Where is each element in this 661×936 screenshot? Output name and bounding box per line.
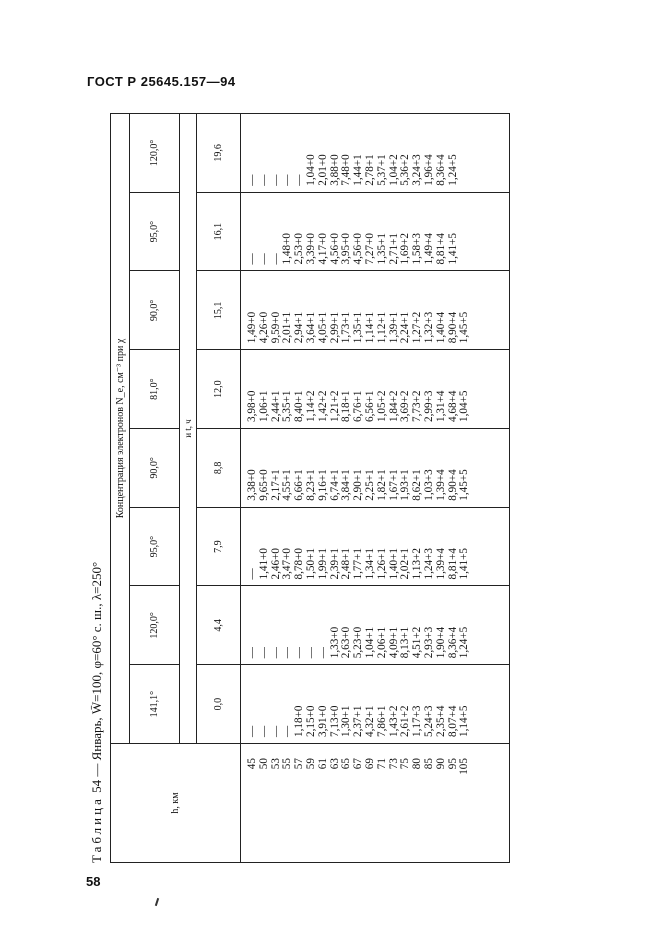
table-cell-value: — xyxy=(246,647,258,659)
table-cell-value: 4,55+1 xyxy=(281,469,294,501)
table-cell-value: 3,98+0 xyxy=(246,390,258,422)
table-cell-value: 57 xyxy=(293,758,306,770)
table-cell-value: 4,56+0 xyxy=(352,233,365,265)
table-cell-value: 2,02+1 xyxy=(399,548,412,580)
table-cell-value: 2,53+0 xyxy=(293,233,306,265)
table-cell-value: 4,05+1 xyxy=(316,311,329,344)
time-cell: 12,0 xyxy=(197,350,241,429)
column-cell xyxy=(241,192,510,271)
table-cell-value: 1,93+1 xyxy=(399,469,412,501)
table-cell-value: — xyxy=(246,725,258,737)
table-cell-value: 1,58+3 xyxy=(411,233,424,265)
table-body-row xyxy=(241,114,510,863)
table-cell-value: 1,27+2 xyxy=(411,311,424,344)
table-cell-value: 1,21+2 xyxy=(328,390,341,422)
table-cell-value: 1,41+0 xyxy=(257,548,270,580)
value-list xyxy=(241,114,471,192)
table-cell-value: 2,99+1 xyxy=(328,311,341,344)
table-cell-value: 1,04+1 xyxy=(363,626,376,659)
table-cell-value: 2,44+1 xyxy=(269,390,282,422)
table-cell-value: — xyxy=(316,647,329,659)
chi-cell: 141,1° xyxy=(130,665,180,744)
table-cell-value: 1,04+5 xyxy=(458,390,471,422)
table-cell-value: 5,37+1 xyxy=(375,154,388,186)
table-cell-value: 8,07+4 xyxy=(446,705,459,737)
h-values-cell xyxy=(241,744,510,863)
table-cell-value: 1,14+2 xyxy=(304,390,317,422)
table-cell-value: 6,66+1 xyxy=(293,469,306,501)
table-cell-value: — xyxy=(293,174,306,186)
table-cell-value: 2,06+1 xyxy=(375,626,388,659)
table-cell-value: 2,71+1 xyxy=(387,233,400,265)
time-cell: 8,8 xyxy=(197,429,241,508)
table-cell-value: 3,69+2 xyxy=(399,390,412,422)
table-cell-value: 1,24+3 xyxy=(422,548,435,580)
chi-cell: 120,0° xyxy=(130,586,180,665)
table-cell-value: — xyxy=(257,253,270,265)
table-cell-value: 2,93+3 xyxy=(422,626,435,659)
table-cell-value: 1,49+0 xyxy=(246,311,258,344)
time-cell: 15,1 xyxy=(197,271,241,350)
table-cell-value: 2,90+1 xyxy=(352,469,365,501)
chi-cell: 90,0° xyxy=(130,271,180,350)
table-cell-value: 69 xyxy=(363,758,376,770)
page-number: 58 xyxy=(86,874,101,889)
table-cell-value: 1,45+5 xyxy=(458,469,471,501)
table-cell-value: — xyxy=(281,174,294,186)
table-cell-value: 2,01+1 xyxy=(281,311,294,344)
table-cell-value: 2,39+1 xyxy=(328,548,341,580)
table-cell-value: — xyxy=(281,647,294,659)
table-cell-value: 50 xyxy=(257,758,270,770)
table-cell-value: — xyxy=(246,253,258,265)
table-cell-value: 1,26+1 xyxy=(375,548,388,580)
table-cell-value: 1,67+1 xyxy=(387,469,400,501)
table-cell-value: 3,84+1 xyxy=(340,469,353,501)
table-cell-value: 90 xyxy=(434,758,447,770)
electron-density-table xyxy=(110,113,510,863)
value-list xyxy=(241,665,471,743)
table-cell-value: 80 xyxy=(411,758,424,770)
table-cell-value: 3,95+0 xyxy=(340,233,353,265)
value-list xyxy=(241,272,471,350)
table-cell-value: 1,84+2 xyxy=(387,390,400,422)
table-cell-value: 1,35+1 xyxy=(352,311,365,344)
caption-text: 54 — Январь, W̄=100, φ=60° с. ш., λ=250° xyxy=(89,561,104,793)
table-cell-value: — xyxy=(257,725,270,737)
table-cell-value: 1,06+1 xyxy=(257,390,270,422)
table-cell-value: 85 xyxy=(422,758,435,770)
table-cell-value: 1,96+4 xyxy=(422,154,435,186)
chi-cell: 95,0° xyxy=(130,192,180,271)
table-cell-value: 3,38+0 xyxy=(246,469,258,501)
h-values-list xyxy=(241,744,471,862)
table-cell-value: 4,09+1 xyxy=(387,626,400,659)
table-cell-value: 2,37+1 xyxy=(352,705,365,737)
table-cell-value: 2,61+2 xyxy=(399,705,412,737)
table-cell-value: — xyxy=(257,174,270,186)
table-cell-value: 7,73+2 xyxy=(411,390,424,422)
table-cell-value: 2,78+1 xyxy=(363,154,376,186)
table-cell-value: 1,39+4 xyxy=(434,469,447,501)
value-list xyxy=(241,193,471,271)
chi-cell: 120,0° xyxy=(130,114,180,193)
table-cell-value: 8,36+4 xyxy=(446,626,459,659)
table-cell-value: 5,24+3 xyxy=(422,705,435,737)
table-cell-value: 8,81+4 xyxy=(434,233,447,265)
table-cell-value: 2,17+1 xyxy=(269,469,282,501)
table-cell-value: 8,81+4 xyxy=(446,548,459,580)
table-cell-value: 1,31+4 xyxy=(434,390,447,422)
table-cell-value: 2,25+1 xyxy=(363,469,376,501)
table-cell-value: 1,04+2 xyxy=(387,154,400,186)
table-cell-value: 55 xyxy=(281,758,294,770)
table-cell-value: 4,51+2 xyxy=(411,626,424,659)
table-cell-value: 6,76+1 xyxy=(352,390,365,422)
table-cell-value: — xyxy=(246,568,258,580)
table-cell-value: 2,01+0 xyxy=(316,154,329,186)
table-cell-value: 7,27+0 xyxy=(363,233,376,265)
table-cell-value: 1,39+4 xyxy=(434,548,447,580)
table-cell-value: 1,33+0 xyxy=(328,626,341,659)
table-cell-value: 6,74+1 xyxy=(328,469,341,501)
table-cell-value: 1,41+5 xyxy=(446,233,459,265)
table-cell-value: 1,73+1 xyxy=(340,311,353,344)
table-cell-value: 7,86+1 xyxy=(375,705,388,737)
table-cell-value: 1,13+2 xyxy=(411,548,424,580)
chi-cell: 90,0° xyxy=(130,429,180,508)
table-cell-value: 1,05+2 xyxy=(375,390,388,422)
table-cell-value: 1,49+4 xyxy=(422,233,435,265)
table-cell-value: 2,48+1 xyxy=(340,548,353,580)
table-cell-value: 1,45+5 xyxy=(458,311,471,344)
table-cell-value: 8,13+1 xyxy=(399,626,412,659)
table-cell-value: 1,24+5 xyxy=(446,154,459,186)
table-cell-value: 1,03+3 xyxy=(422,469,435,501)
table-cell-value: — xyxy=(269,174,282,186)
table-caption xyxy=(86,113,108,863)
column-cell xyxy=(241,429,510,508)
table-cell-value: 4,32+1 xyxy=(363,705,376,737)
table-cell-value: 1,69+2 xyxy=(399,233,412,265)
table-cell-value: 1,42+2 xyxy=(316,390,329,422)
table-cell-value: 4,68+4 xyxy=(446,390,459,422)
column-cell xyxy=(241,114,510,193)
table-cell-value: 8,90+4 xyxy=(446,469,459,501)
table-cell-value: 7,48+0 xyxy=(340,154,353,186)
table-cell-value xyxy=(459,193,471,271)
table-cell-value: 8,40+1 xyxy=(293,390,306,422)
table-cell-value: 6,56+1 xyxy=(363,390,376,422)
table-cell-value: 75 xyxy=(399,758,412,770)
table-cell-value: 65 xyxy=(340,758,353,770)
table-cell-value: 1,18+0 xyxy=(293,705,306,737)
rotated-table-block xyxy=(86,113,513,863)
table-cell-value: 3,64+1 xyxy=(304,311,317,344)
table-cell-value: 3,47+0 xyxy=(281,548,294,580)
table-cell-value: 1,40+1 xyxy=(387,548,400,580)
table-cell-value: 73 xyxy=(387,758,400,770)
table-cell-value: 1,40+4 xyxy=(434,311,447,344)
table-cell-value: 2,99+3 xyxy=(422,390,435,422)
table-cell-value: 9,65+0 xyxy=(257,469,270,501)
time-cell: 7,9 xyxy=(197,507,241,586)
table-cell-value: 1,14+1 xyxy=(363,311,376,344)
table-cell-value: 2,35+4 xyxy=(434,705,447,737)
column-cell xyxy=(241,507,510,586)
table-cell-value: 1,34+1 xyxy=(363,548,376,580)
table-cell-value: 1,44+1 xyxy=(352,154,365,186)
table-cell-value: 1,30+1 xyxy=(340,705,353,737)
table-cell-value: — xyxy=(269,725,282,737)
table-cell-value: 1,43+2 xyxy=(387,705,400,737)
chi-cell: 95,0° xyxy=(130,507,180,586)
table-cell-value: 2,63+0 xyxy=(340,626,353,659)
table-cell-value: 4,56+0 xyxy=(328,233,341,265)
table-cell-value: 95 xyxy=(446,758,459,770)
table-cell-value: 4,26+0 xyxy=(257,311,270,344)
table-cell-value: 1,24+5 xyxy=(458,626,471,659)
table-cell-value: 5,35+1 xyxy=(281,390,294,422)
table-cell-value: 2,46+0 xyxy=(269,548,282,580)
chi-cell: 81,0° xyxy=(130,350,180,429)
column-cell xyxy=(241,665,510,744)
table-cell-value: 1,04+0 xyxy=(304,154,317,186)
table-cell-value: 61 xyxy=(316,758,329,770)
time-cell: 4,4 xyxy=(197,586,241,665)
table-cell-value: 1,99+1 xyxy=(316,548,329,580)
table-cell-value: 4,17+0 xyxy=(316,233,329,265)
table-cell-value: 3,24+3 xyxy=(411,154,424,186)
table-cell-value: 45 xyxy=(246,758,258,770)
table-cell-value: 63 xyxy=(328,758,341,770)
table-cell-value: 53 xyxy=(269,758,282,770)
table-cell-value: 1,17+3 xyxy=(411,705,424,737)
time-cell: 0,0 xyxy=(197,665,241,744)
table-cell-value: 1,90+4 xyxy=(434,626,447,659)
table-cell-value: 1,12+1 xyxy=(375,311,388,344)
table-cell-value: 71 xyxy=(375,758,388,770)
table-cell-value: 8,62+1 xyxy=(411,469,424,501)
table-cell-value: 1,77+1 xyxy=(352,548,365,580)
table-cell-value: 2,24+1 xyxy=(399,311,412,344)
table-cell-value: 3,91+0 xyxy=(316,705,329,737)
table-cell-value: 3,88+0 xyxy=(328,154,341,186)
table-cell-value: — xyxy=(304,647,317,659)
time-cell: 16,1 xyxy=(197,192,241,271)
caption-label: Таблица xyxy=(89,796,104,863)
table-cell-value: 9,59+0 xyxy=(269,311,282,344)
concentration-group-header: Концентрация электронов N_e, см⁻³ при χ xyxy=(111,114,130,744)
column-cell xyxy=(241,271,510,350)
table-cell-value: 1,32+3 xyxy=(422,311,435,344)
table-cell-value: 1,82+1 xyxy=(375,469,388,501)
table-cell-value: 5,36+2 xyxy=(399,154,412,186)
stray-pen-mark xyxy=(155,898,159,906)
table-cell-value: 67 xyxy=(352,758,365,770)
document-header: ГОСТ Р 25645.157—94 xyxy=(87,74,236,89)
column-cell xyxy=(241,586,510,665)
table-cell-value: 5,23+0 xyxy=(352,626,365,659)
h-column-header: h, км xyxy=(111,744,241,863)
table-cell-value: 1,50+1 xyxy=(304,548,317,580)
table-cell-value: 2,15+0 xyxy=(304,705,317,737)
table-cell-value: 1,14+5 xyxy=(458,705,471,737)
value-list xyxy=(241,508,471,586)
table-cell-value: — xyxy=(293,647,306,659)
value-list xyxy=(241,350,471,428)
column-cell xyxy=(241,350,510,429)
table-cell-value: 8,18+1 xyxy=(340,390,353,422)
table-cell-value: 7,13+0 xyxy=(328,705,341,737)
table-cell-value: 3,39+0 xyxy=(304,233,317,265)
table-cell-value xyxy=(459,114,471,192)
table-cell-value: 9,16+1 xyxy=(316,469,329,501)
table-cell-value: 1,39+1 xyxy=(387,311,400,344)
table-cell-value: 2,94+1 xyxy=(293,311,306,344)
table-cell-value: — xyxy=(257,647,270,659)
table-cell-value: — xyxy=(281,725,294,737)
value-list xyxy=(241,587,471,665)
table-cell-value: 1,35+1 xyxy=(375,233,388,265)
value-list xyxy=(241,429,471,507)
table-cell-value: — xyxy=(269,647,282,659)
time-cell: 19,6 xyxy=(197,114,241,193)
table-cell-value: 1,41+5 xyxy=(458,548,471,580)
table-cell-value: 105 xyxy=(458,758,471,775)
table-cell-value: 8,36+4 xyxy=(434,154,447,186)
table-cell-value: 1,48+0 xyxy=(281,233,294,265)
table-cell-value: 8,78+0 xyxy=(293,548,306,580)
table-cell-value: 8,23+1 xyxy=(304,469,317,501)
table-cell-value: 8,90+4 xyxy=(446,311,459,344)
table-cell-value: — xyxy=(246,174,258,186)
table-cell-value: — xyxy=(269,253,282,265)
table-cell-value: 59 xyxy=(304,758,317,770)
time-group-header: и t, ч xyxy=(180,114,197,744)
